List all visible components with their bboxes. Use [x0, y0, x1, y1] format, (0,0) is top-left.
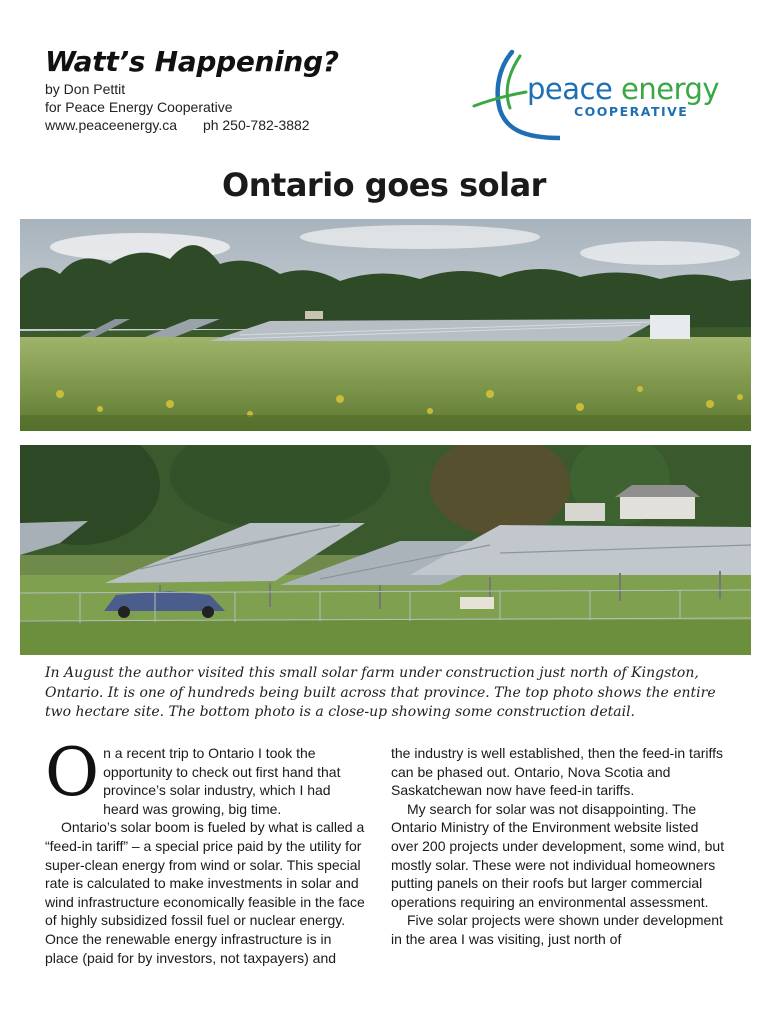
peace-energy-logo: [470, 48, 720, 143]
contact-line: [45, 116, 339, 134]
paragraph: Five solar projects were shown under development in the area I was visiting, just north of: [391, 912, 723, 947]
article-column-left: [45, 734, 367, 967]
article-headline: Ontario goes solar: [222, 166, 546, 204]
column-title: Watt’s Happening?: [45, 45, 339, 78]
drop-cap: O: [45, 734, 100, 811]
paragraph: n a recent trip to Ontario I took the opportunity to check out first hand that province’s solar industry, which I had heard was growing, big time.: [103, 745, 341, 817]
article-column-right: [391, 744, 726, 949]
logo-word-energy: energy: [621, 72, 720, 106]
logo-word-cooperative: COOPERATIVE: [574, 104, 689, 119]
paragraph: Ontario’s solar boom is fueled by what is called a “feed-in tariff” – a special price paid by the utility for super-clean energy from wind or solar. This special rate is calculated to make investments in solar and wind infrastructure economically feasible in the face of highly subsidized fossil fuel or nuclear energy. Once the renewable energy infrastructure is in place (paid for by investors, not taxpayers) and: [45, 819, 365, 966]
phone-number: ph 250-782-3882: [202, 117, 310, 133]
column-header: [45, 44, 339, 134]
byline: by Don Pettit: [45, 81, 126, 97]
organization-line: for Peace Energy Cooperative: [45, 99, 233, 115]
paragraph: the industry is well established, then the feed-in tariffs can be phased out. Ontario, Nova Scotia and Saskatchewan now have feed-in tariffs.: [391, 745, 724, 799]
solar-farm-closeup-photo: [20, 445, 751, 655]
logo-word-peace: peace: [527, 72, 613, 106]
photo-caption: In August the author visited this small solar farm under construction just north of Kingston, Ontario. It is one of hundreds being built across that province. The top photo shows the entire two hectare site. The bottom photo is a close-up showing some construction detail.: [45, 665, 716, 720]
logo-wordmark: [527, 72, 719, 106]
website-link[interactable]: www.peaceenergy.ca: [45, 117, 178, 133]
solar-farm-wide-photo: [20, 219, 751, 431]
paragraph: My search for solar was not disappointing. The Ontario Ministry of the Environment website listed over 200 projects under development, some wind, but mostly solar. These were not individual homeowners putting panels on their roofs but larger commercial operations requiring an environmental assessment.: [391, 800, 725, 910]
